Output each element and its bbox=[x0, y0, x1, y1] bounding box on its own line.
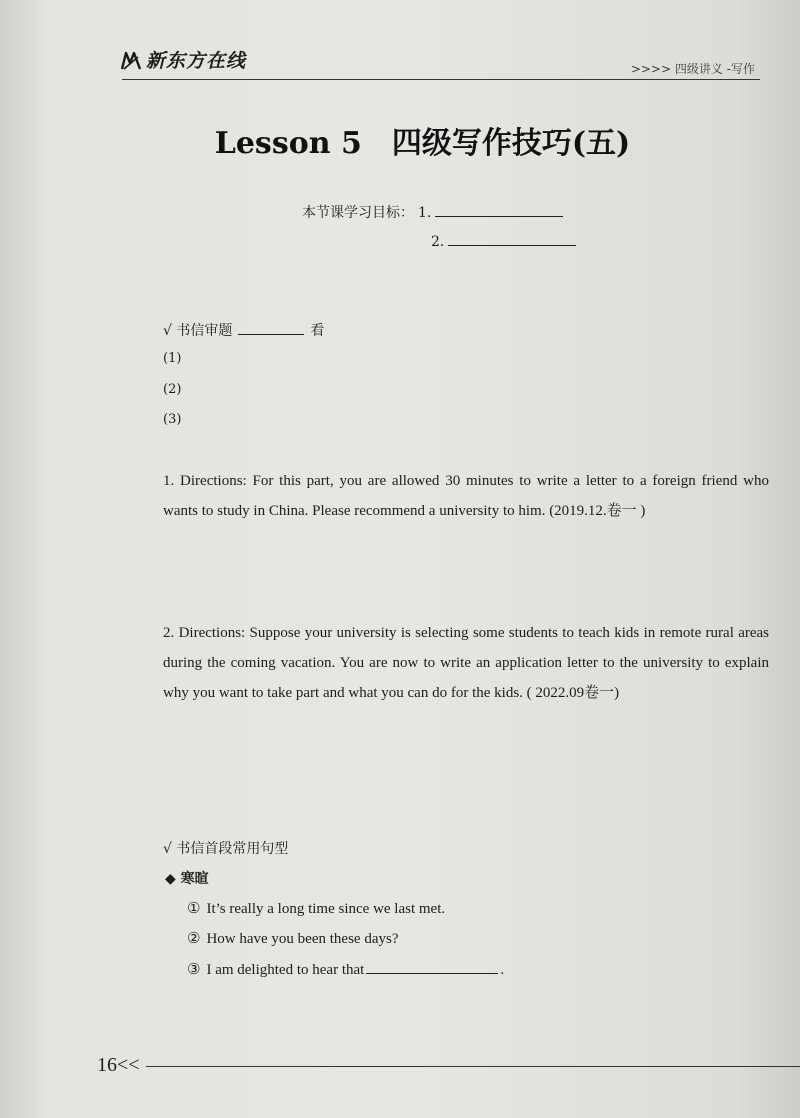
goal-number-1: 1. bbox=[418, 205, 432, 221]
sentence-2-text: How have you been these days? bbox=[206, 931, 399, 947]
lesson-topic: 四级写作技巧(五) bbox=[391, 126, 631, 161]
sentence-3-number: ③ bbox=[187, 960, 201, 978]
sentence-2 bbox=[187, 929, 398, 948]
review-item-3: (3) bbox=[163, 412, 182, 427]
sentence-1-text: It’s really a long time since we last met. bbox=[206, 901, 446, 917]
sentence-3-period: . bbox=[500, 962, 505, 978]
direction-2: 2. Directions: Suppose your university is selecting some students to teach kids in remote rural areas during the coming vacation. You are now to write an application letter to the university to explain why you want to take part and what you can do for the kids. ( 2022.09卷一) bbox=[163, 625, 769, 701]
lesson-title bbox=[0, 118, 800, 162]
sentence-3-text: I am delighted to hear that bbox=[206, 962, 365, 978]
goal-line-1 bbox=[302, 202, 563, 222]
letter-review-look: 看 bbox=[310, 323, 325, 339]
goal-line-2 bbox=[431, 233, 576, 250]
publisher-logo bbox=[120, 46, 246, 73]
review-item-2: (2) bbox=[163, 382, 182, 397]
letter-review-blank[interactable] bbox=[238, 323, 304, 335]
sentence-3-blank[interactable] bbox=[366, 961, 498, 974]
sentence-1-number: ① bbox=[187, 899, 201, 917]
goal-blank-1[interactable] bbox=[435, 204, 563, 217]
section-label: >>>> 四级讲义 -写作 bbox=[630, 62, 755, 76]
footer-divider bbox=[146, 1066, 800, 1067]
logo-text: 新东方在线 bbox=[146, 50, 247, 72]
logo-mark-icon bbox=[120, 49, 142, 71]
goals-label: 本节课学习目标： bbox=[302, 205, 414, 221]
sentence-1 bbox=[187, 899, 445, 918]
goal-blank-2[interactable] bbox=[448, 233, 576, 246]
lesson-number: Lesson 5 bbox=[214, 126, 362, 161]
letter-review-heading bbox=[163, 320, 324, 340]
review-item-1: (1) bbox=[163, 351, 182, 366]
page-number: 16<< bbox=[97, 1054, 140, 1076]
opening-heading: √ 书信首段常用句型 bbox=[163, 841, 289, 857]
letter-review-label: √ 书信审题 bbox=[163, 323, 233, 339]
direction-1: 1. Directions: For this part, you are allowed 30 minutes to write a letter to a foreign friend who wants to study in China. Please recommend a university to him. (2019.12.卷一 ) bbox=[163, 473, 769, 519]
greeting-subheading: ◆ 寒暄 bbox=[165, 871, 209, 887]
sentence-3 bbox=[187, 960, 504, 979]
goal-number-2: 2. bbox=[431, 234, 445, 250]
sentence-2-number: ② bbox=[187, 929, 201, 947]
header-divider bbox=[122, 79, 760, 80]
